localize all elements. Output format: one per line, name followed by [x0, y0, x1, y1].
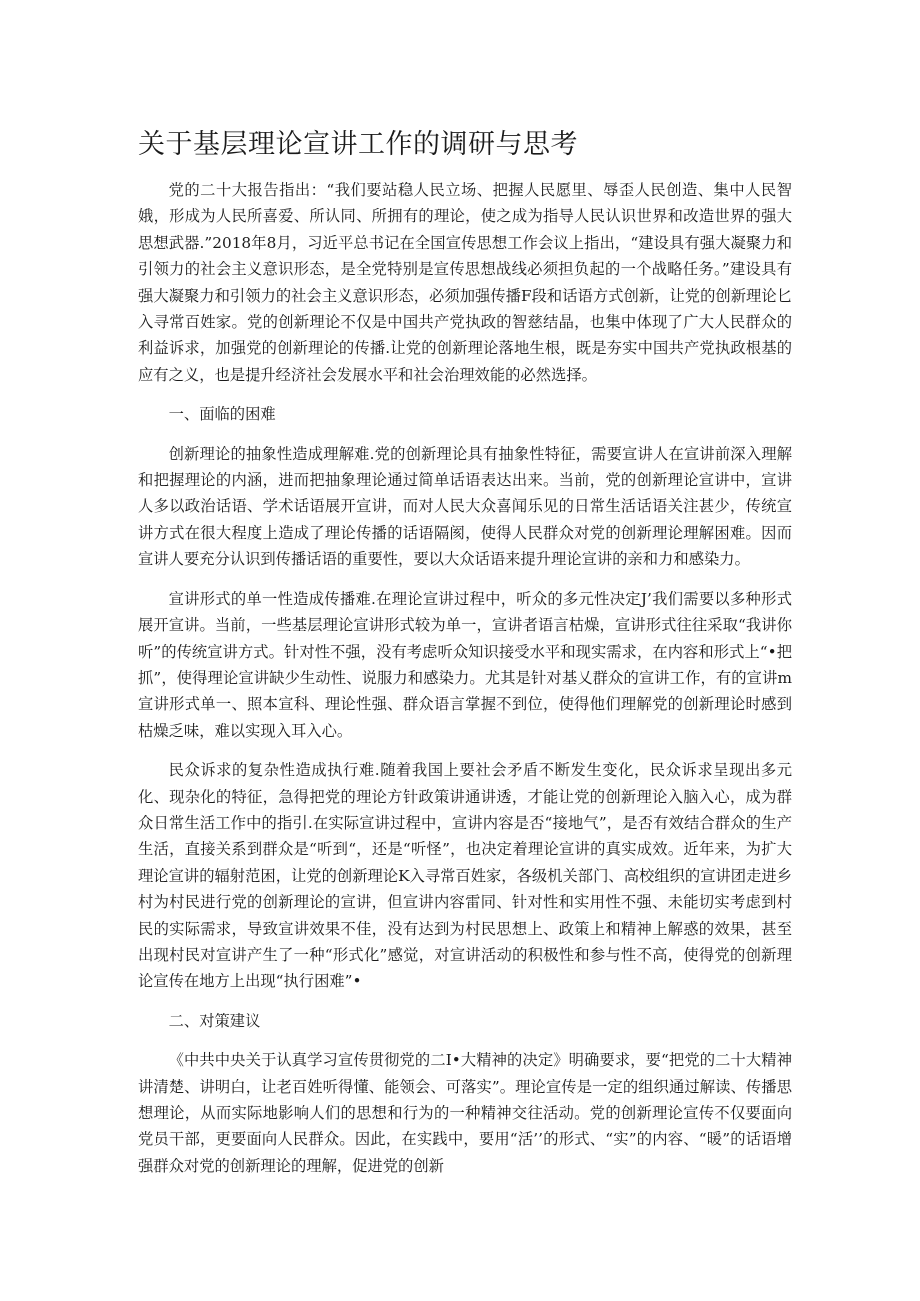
intro-paragraph: 党的二十大报告指出：“我们要站稳人民立场、把握人民愿里、辱歪人民创造、集中人民智娥，形成为人民所喜爱、所认同、所拥有的理论，使之成为指导人民认识世界和改造世界的强大思想武器.”2018年8月，习近平总书记在全国宣传思想工作会议上指出，“建设具有强大凝聚力和引领力的社会主义意识形态，是全党特别是宣传思想战线必须担负起的一个战略任务。”建设具有强大凝聚力和引领力的社会主义意识形态，必须加强传播F段和话语方式创新，让党的创新理论匕入寻常百姓家。党的创新理论不仅是中国共产党执政的智慈结晶，也集中体现了广大人民群众的利益诉求，加强党的创新理论的传播.让党的创新理论落地生根，既是夯实中国共产党执政根基的应有之义，也是提升经济社会发展水平和社会治理效能的必然选择。 — [138, 181, 792, 384]
section-heading-suggestions: 二、对策建议 — [168, 1011, 261, 1030]
document-title: 关于基层理论宣讲工作的调研与思考 — [138, 129, 578, 160]
paragraph-understanding-difficulty: 创新理论的抽象性造成理解难.党的创新理论具有抽象性特征，需要宣讲人在宣讲前深入理解和把握理论的内涵，进而把抽象理论通过简单话语表达出来。当前，党的创新理论宣讲中，宣讲人多以政治话语、学术话语展开宣讲，而对人民大众喜闻乐见的日常生活话语关注甚少，传统宣讲方式在很大程度上造成了理论传播的话语隔阂，使得人民群众对党的创新理论理解困难。因而宣讲人要充分认识到传播话语的重要性，要以大众话语来提升理论宣讲的亲和力和感染力。 — [138, 444, 792, 569]
paragraph-execution-difficulty: 民众诉求的复杂性造成执行难.随着我国上要社会矛盾不断发生变化，民众诉求呈现出多元化、现杂化的特征，急得把党的理论方针政策讲通讲透，才能让党的创新理论入脑入心，成为群众日常生活工作中的指引.在实际宣讲过程中，宣讲内容是否“接地气”，是否有效结合群众的生产生活，直接关系到群众是“听到“，还是“听怪”，也决定着理论宣讲的真实成效。近年来，为扩大理论宣讲的辐射范困，让党的创新理论K入寻常百姓家，各级机关部门、高校组织的宣讲团走进乡村为村民进行党的创新理论的宣讲，但宣讲内容雷同、针对性和实用性不强、未能切实考虑到村民的实际需求，导致宣讲效果不佳，没有达到为村民思想上、政策上和精神上解惑的效果，甚至出现村民对宣讲产生了一种“形式化”感觉，对宣讲活动的积极性和参与性不高，使得党的创新理论宣传在地方上出现“执行困难”• — [138, 761, 792, 991]
paragraph-suggestions: 《中共中央关于认真学习宣传贯彻党的二I•大精神的决定》明确要求，要“把党的二十大精神讲清楚、讲明白，让老百姓听得懂、能领会、可落实”。理论宣传是一定的组织通过解读、传播思想理论，从而实际地影响人们的思想和行为的一种精神交往活动。党的创新理论宣传不仅要面向党员干部，更要面向人民群众。因此，在实践中，要用“活’’的形式、“实”的内容、“暖”的话语增强群众对党的创新理论的理解，促进党的创新 — [138, 1051, 792, 1175]
section-heading-difficulties: 一、面临的困难 — [168, 405, 276, 424]
document-page — [138, 0, 792, 1301]
paragraph-dissemination-difficulty: 宣讲形式的单一性造成传播难.在理论宣讲过程中，听众的多元性决定J’我们需要以多种形式展开宣讲。当前，一些基层理论宣讲形式较为单一，宣讲者语言枯燥，宣讲形式往往采取“我讲你听”的传统宣讲方式。针对性不强，没有考虑听众知识接受水平和现实需求，在内容和形式上“•把抓”，使得理论宣讲缺少生动性、说服力和感染力。尤其是针对基乂群众的宣讲工作，有的宣讲m宣讲形式单一、照本宣科、理论性强、群众语言掌握不到位，使得他们理解党的创新理论时感到枯燥乏味，难以实现入耳入心。 — [138, 589, 792, 740]
document-body — [138, 177, 792, 1192]
